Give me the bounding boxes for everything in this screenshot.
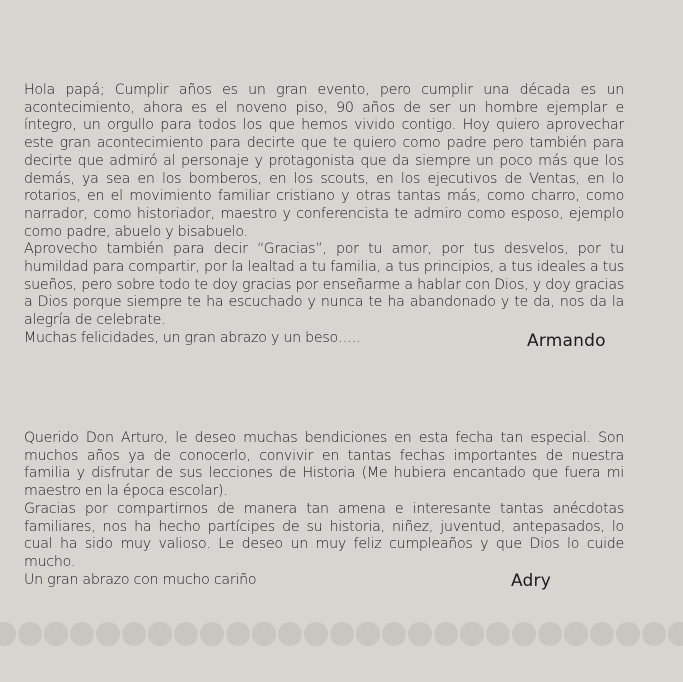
decorative-dot <box>382 622 406 646</box>
decorative-dot <box>642 622 666 646</box>
decorative-dot <box>616 622 640 646</box>
decorative-dot <box>148 622 172 646</box>
decorative-dot <box>44 622 68 646</box>
decorative-dot <box>356 622 380 646</box>
decorative-dot <box>18 622 42 646</box>
decorative-dot <box>590 622 614 646</box>
letter-armando <box>24 82 624 348</box>
decorative-dot <box>278 622 302 646</box>
letter-paragraph: Aprovecho también para decir “Gracias”, por tu amor, por tus desvelos, por tu humildad para compartir, por la lealtad a tu familia, a tus principios, a tus ideales a tus sueños, pero sobre todo te doy gracias por enseñarme a hablar con Dios, y doy gracias a Dios porque siempre te ha escuchado y nunca te ha abandonado y te da, nos da la alegría de celebrate. <box>24 241 624 329</box>
decorative-dot <box>200 622 224 646</box>
letter-paragraph: Querido Don Arturo, le deseo muchas bendiciones en esta fecha tan especial. Son muchos años ya de conocerlo, convivir en tantas fechas importantes de nuestra familia y disfrutar de sus lecciones de Historia (Me hubiera encantado que fuera mi maestro en la época escolar). <box>24 430 624 500</box>
decorative-dot <box>434 622 458 646</box>
decorative-dot <box>252 622 276 646</box>
decorative-dot <box>408 622 432 646</box>
decorative-dot <box>0 622 16 646</box>
letter-paragraph: Hola papá; Cumplir años es un gran evento, pero cumplir una década es un acontecimiento, ahora es el noveno piso, 90 años de ser un hombre ejemplar e íntegro, un orgullo para todos los que hemos vivido contigo. Hoy quiero aprovechar este gran acontecimiento para decirte que te quiero como padre pero también para decirte que admiró al personaje y protagonista que da siempre un poco más que los demás, ya sea en los bomberos, en los scouts, en los ejecutivos de Ventas, en lo rotarios, en el movimiento familiar cristiano y otras tantas más, como charro, como narrador, como historiador, maestro y conferencista te admiro como esposo, ejemplo como padre, abuelo y bisabuelo. <box>24 82 624 240</box>
letter-closing: Un gran abrazo con mucho cariño <box>24 571 257 588</box>
decorative-dot <box>330 622 354 646</box>
decorative-dot <box>538 622 562 646</box>
decorative-dot <box>486 622 510 646</box>
decorative-dot <box>304 622 328 646</box>
decorative-dot <box>668 622 683 646</box>
signature-adry: Adry <box>511 571 551 591</box>
letter-adry <box>24 430 624 589</box>
decorative-dot <box>70 622 94 646</box>
decorative-dot-border <box>0 622 683 648</box>
decorative-dot <box>226 622 250 646</box>
decorative-dot <box>96 622 120 646</box>
decorative-dot <box>512 622 536 646</box>
decorative-dot <box>564 622 588 646</box>
signature-armando: Armando <box>527 331 606 351</box>
decorative-dot <box>460 622 484 646</box>
letter-paragraph: Gracias por compartirnos de manera tan amena e interesante tantas anécdotas familiares, nos ha hecho partícipes de su historia, niñez, juventud, antepasados, lo cual ha sido muy valioso. Le deseo un muy feliz cumpleaños y que Dios lo cuide mucho. <box>24 500 624 570</box>
decorative-dot <box>122 622 146 646</box>
decorative-dot <box>174 622 198 646</box>
letter-closing: Muchas felicidades, un gran abrazo y un beso….. <box>24 329 361 346</box>
